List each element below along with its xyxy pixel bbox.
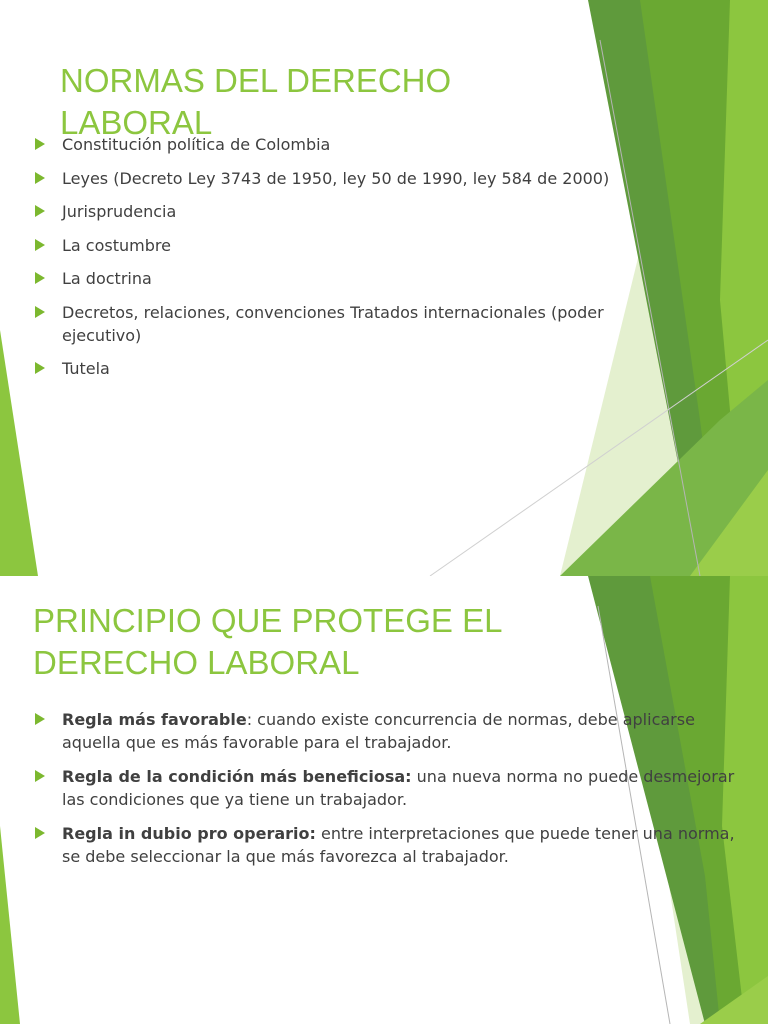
bullet-arrow-icon bbox=[35, 272, 45, 284]
principles-list bbox=[35, 708, 735, 879]
list-item-text: Jurisprudencia bbox=[62, 202, 177, 221]
list-item bbox=[35, 765, 735, 811]
bullet-arrow-icon bbox=[35, 770, 45, 782]
list-item bbox=[35, 200, 655, 223]
list-item-text: Leyes (Decreto Ley 3743 de 1950, ley 50 de 1990, ley 584 de 2000) bbox=[62, 168, 610, 188]
bullet-arrow-icon bbox=[35, 713, 45, 725]
norms-list bbox=[35, 133, 655, 391]
rule-description: entre interpretaciones que puede tener una norma, se debe seleccionar la que más favorezca al trabajador. bbox=[62, 824, 735, 866]
slide-title: NORMAS DEL DERECHO LABORAL bbox=[60, 62, 452, 141]
list-item bbox=[35, 357, 655, 380]
bullet-arrow-icon bbox=[35, 205, 45, 217]
list-item-text: La doctrina bbox=[62, 269, 152, 288]
slide-principio bbox=[0, 576, 768, 1024]
rule-term: Regla de la condición más beneficiosa: bbox=[62, 767, 412, 786]
list-item bbox=[35, 267, 655, 290]
list-item-text: Decretos, relaciones, convenciones Tratados internacionales (poder ejecutivo) bbox=[62, 302, 604, 345]
list-item bbox=[35, 167, 655, 190]
list-item bbox=[35, 301, 655, 347]
rule-description: : cuando existe concurrencia de normas, debe aplicarse aquella que es más favorable para el trabajador. bbox=[62, 710, 695, 752]
bullet-arrow-icon bbox=[35, 306, 45, 318]
list-item bbox=[35, 822, 735, 868]
bullet-arrow-icon bbox=[35, 239, 45, 251]
list-item-text: La costumbre bbox=[62, 235, 171, 255]
list-item bbox=[35, 234, 655, 257]
list-item bbox=[35, 133, 655, 156]
rule-term: Regla más favorable bbox=[62, 710, 247, 729]
bullet-arrow-icon bbox=[35, 362, 45, 374]
bullet-arrow-icon bbox=[35, 138, 45, 150]
rule-term: Regla in dubio pro operario: bbox=[62, 824, 316, 843]
slide-title: PRINCIPIO QUE PROTEGE EL DERECHO LABORAL bbox=[33, 602, 502, 681]
list-item bbox=[35, 708, 735, 754]
bullet-arrow-icon bbox=[35, 172, 45, 184]
rule-description: una nueva norma no puede desmejorar las condiciones que ya tiene un trabajador. bbox=[62, 767, 735, 809]
list-item-text: Tutela bbox=[62, 359, 110, 378]
list-item-text: Constitución política de Colombia bbox=[62, 135, 331, 154]
bullet-arrow-icon bbox=[35, 827, 45, 839]
